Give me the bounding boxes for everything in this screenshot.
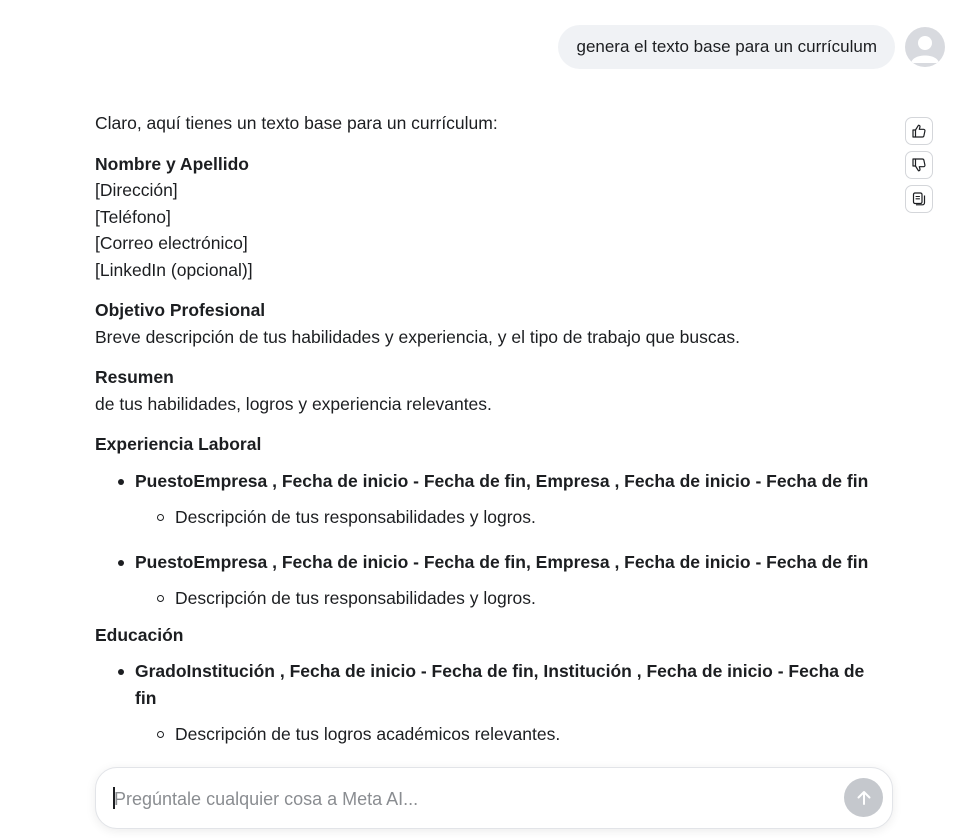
contact-linkedin: [LinkedIn (opcional)] <box>95 259 253 280</box>
contact-block <box>95 151 885 284</box>
reaction-buttons <box>905 117 933 213</box>
list-item <box>95 658 885 748</box>
thumbs-down-icon <box>911 157 927 173</box>
thumbs-up-button[interactable] <box>905 117 933 145</box>
contact-email: [Correo electrónico] <box>95 233 248 253</box>
objective-heading: Objetivo Profesional <box>95 300 266 320</box>
list-item <box>135 504 885 531</box>
education-list <box>95 658 885 748</box>
experience-item-detail: Descripción de tus responsabilidades y logros. <box>175 507 536 527</box>
experience-item-detail: Descripción de tus responsabilidades y logros. <box>175 588 536 608</box>
list-item <box>135 585 885 612</box>
list-item <box>95 549 885 612</box>
user-message-row <box>558 25 945 69</box>
list-item <box>135 721 885 748</box>
send-button[interactable] <box>844 778 883 817</box>
experience-item-title: PuestoEmpresa , Fecha de inicio - Fecha de fin, Empresa , Fecha de inicio - Fecha de fin <box>135 551 869 572</box>
objective-block <box>95 297 885 350</box>
summary-heading: Resumen <box>95 367 174 387</box>
user-avatar[interactable] <box>905 27 945 67</box>
contact-name: Nombre y Apellido <box>95 153 249 174</box>
thumbs-up-icon <box>911 123 927 139</box>
objective-text: Breve descripción de tus habilidades y experiencia, y el tipo de trabajo que buscas. <box>95 326 740 347</box>
user-avatar-icon <box>905 27 945 67</box>
summary-block <box>95 364 885 417</box>
education-item-title: GradoInstitución , Fecha de inicio - Fecha de fin, Institución , Fecha de inicio - Fecha de fin <box>135 661 865 708</box>
sub-list <box>135 721 885 748</box>
text-caret <box>113 787 115 809</box>
experience-list <box>95 468 885 612</box>
copy-button[interactable] <box>905 185 933 213</box>
list-item <box>95 468 885 531</box>
sub-list <box>135 585 885 612</box>
education-item-detail: Descripción de tus logros académicos relevantes. <box>175 724 561 744</box>
prompt-input[interactable] <box>112 782 836 816</box>
copy-icon <box>911 191 927 207</box>
experience-heading: Experiencia Laboral <box>95 434 262 454</box>
user-message-bubble: genera el texto base para un currículum <box>558 25 895 69</box>
experience-item-title: PuestoEmpresa , Fecha de inicio - Fecha de fin, Empresa , Fecha de inicio - Fecha de fin <box>135 470 869 491</box>
prompt-input-container <box>95 767 893 829</box>
sub-list <box>135 504 885 531</box>
education-heading: Educación <box>95 624 184 645</box>
response-intro: Claro, aquí tienes un texto base para un currículum: <box>95 113 498 133</box>
contact-phone: [Teléfono] <box>95 206 171 227</box>
summary-text: de tus habilidades, logros y experiencia relevantes. <box>95 393 492 414</box>
contact-address: [Dirección] <box>95 180 178 200</box>
thumbs-down-button[interactable] <box>905 151 933 179</box>
arrow-up-icon <box>854 788 874 808</box>
ai-response <box>95 110 885 758</box>
